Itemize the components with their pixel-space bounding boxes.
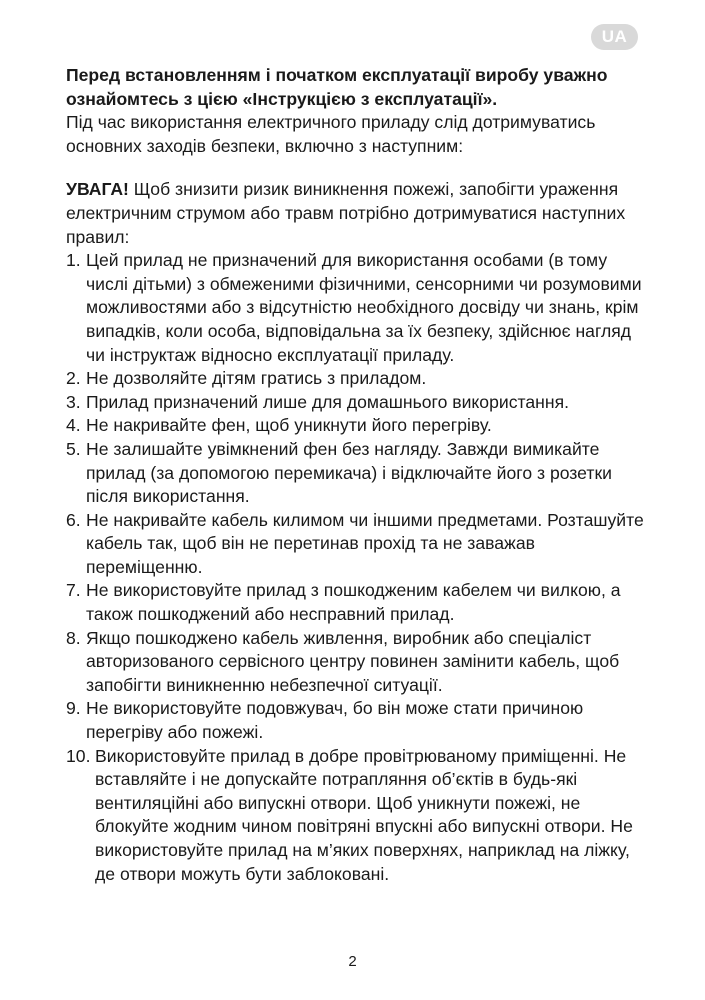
list-item-number: 4. <box>66 415 81 436</box>
list-item <box>66 579 646 626</box>
list-item-number: 10. <box>66 745 91 766</box>
list-item-text: Не дозволяйте дітям гратись з приладом. <box>86 368 427 389</box>
page-number: 2 <box>348 953 357 970</box>
list-item <box>66 745 646 887</box>
list-item-number: 9. <box>66 698 81 719</box>
warning-text: Щоб знизити ризик виникнення пожежі, запобігти ураження електричним струмом або травм потрібно дотримуватися наступних правил: <box>66 179 626 247</box>
instructions-content <box>66 64 646 886</box>
list-item <box>66 509 646 580</box>
list-item-number: 5. <box>66 438 81 459</box>
list-item <box>66 391 646 415</box>
list-item <box>66 367 646 391</box>
list-item-text: Цей прилад не призначений для використання особами (в тому числі дітьми) з обмеженими фізичними, сенсорними чи розумовими можливостями або з відсутністю необхідного досвіду чи знань, крім випадків, коли особа, відповідальна за їх безпеку, здійснює нагляд чи інструктаж відносно експлуатації приладу. <box>86 250 642 365</box>
list-item-number: 7. <box>66 580 81 601</box>
list-item <box>66 414 646 438</box>
list-item-text: Не накривайте фен, щоб уникнути його перегріву. <box>86 415 492 436</box>
warning-label: УВАГА! <box>66 179 129 200</box>
list-item <box>66 249 646 367</box>
list-item-number: 8. <box>66 627 81 648</box>
list-item-number: 2. <box>66 368 81 389</box>
list-item <box>66 697 646 744</box>
safety-rules-list <box>66 249 646 886</box>
list-item-number: 1. <box>66 250 81 271</box>
list-item <box>66 438 646 509</box>
list-item-text: Не накривайте кабель килимом чи іншими предметами. Розташуйте кабель так, щоб він не перетинав прохід та не заважав переміщенню. <box>86 509 644 577</box>
list-item-text: Не залишайте увімкнений фен без нагляду. Завжди вимикайте прилад (за допомогою перемикача) і відключайте його з розетки після використання. <box>86 438 612 507</box>
list-item-text: Якщо пошкоджено кабель живлення, виробник або спеціаліст авторизованого сервісного центру повинен замінити кабель, щоб запобігти виникненню небезпечної ситуації. <box>86 627 620 695</box>
list-item-number: 3. <box>66 391 81 412</box>
list-item <box>66 627 646 698</box>
language-badge: UA <box>591 24 638 50</box>
list-item-text: Не використовуйте подовжувач, бо він може стати причиною перегріву або пожежі. <box>86 698 584 743</box>
intro-text: Під час використання електричного приладу слід дотримуватись основних заходів безпеки, включно з наступним: <box>66 112 596 156</box>
list-item-text: Прилад призначений лише для домашнього використання. <box>86 391 569 412</box>
warning-paragraph <box>66 178 646 249</box>
list-item-text: Використовуйте прилад в добре провітрюваному приміщенні. Не вставляйте і не допускайте потрапляння об’єктів в будь-які вентиляційні або випускні отвори. Щоб уникнути пожежі, не блокуйте жодним чином повітряні впускні або випускні отвори. Не використовуйте прилад на м’яких поверхнях, наприклад на ліжку, де отвори можуть бути заблоковані. <box>95 745 633 884</box>
list-item-number: 6. <box>66 509 81 530</box>
list-item-text: Не використовуйте прилад з пошкодженим кабелем чи вилкою, а також пошкоджений або несправний прилад. <box>86 580 621 625</box>
intro-heading: Перед встановленням і початком експлуатації виробу уважно ознайомтесь з цією «Інструкцією з експлуатації». <box>66 65 608 109</box>
